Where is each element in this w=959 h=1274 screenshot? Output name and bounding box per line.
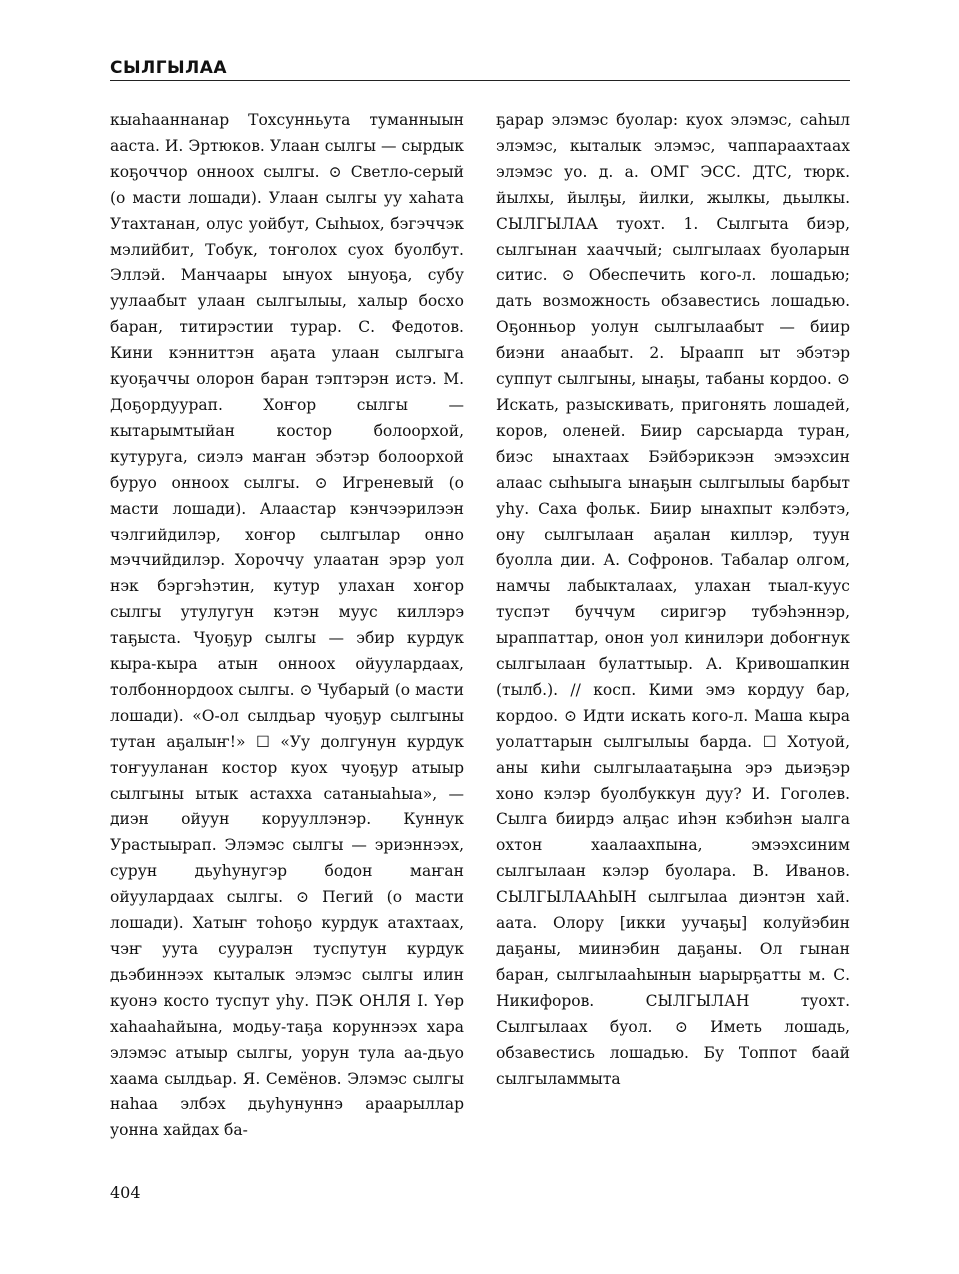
left-column-text: кыаhааннанар Тохсунньута туманныын аастa. И. Эртюков. Улаан сылгы — сырдык коҕоччор онноох сылгы. ⊙ Светло-серый (о масти лошади). Улаан сылгы уу хаhата Утахтанан, олус уойбут, Сыhыох, бэгэччэк мэлийбит, Тобук, тоҥолох суох буолбут. Эллэй. Манчаары ынуох ынуоҕа, субу уулаабыт улаан сылгылыы, халыр босхо баран, титирэстии турар. С. Федотов. Кини кэнниттэн аҕата улаан сылгыга куоҕаччы олорон баран тэптэрэн истэ. М. Доҕордуурап. Хоҥор сылгы — кытарымтыйан костор болоорхой, кутуруга, сиэлэ маҥан эбэтэр болоорхой буруо онноох сылгы. ⊙ Игреневый (о масти лошади). Алаастар кэнчээрилээн чэлгийдилэр, хоҥор сылгылар онно мэччийдилэр. Хороччу улаатан эрэр уол нэк бэргэhэтин, кутур улахан хоҥор сылгы утулугун кэтэн муус киллэрэ таҕыста. Чуоҕур сылгы — эбир курдук кыра-кыра атын онноох ойуулардаах, толбоннордоох сылгы. ⊙ Чубарый (о масти лошади). «О-ол сылдьар чуоҕур сылгыны тутан аҕалыҥ!» ☐ «Уу долгунун курдук тоҥууланан костор куох чуоҕур атыыр сылгыны ытык астахха сатаныаhыа», — диэн ойуун корууллэнэр. Куннук Урастыырап. Элэмэс сылгы — эриэннээх, сурун дьуhунугэр бодон маҥан ойуулардаах сылгы. ⊙ Пегий (о масти лошади). Хатыҥ тоhоҕо курдук атахтаах, чэҥ уута сууралэн туспутун курдук дьэбиннээх кыталык элэмэс сылгы илин куонэ косто туспут уhу. ПЭК ОНЛЯ I. Үөр хаhааhайына, модьу-таҕа коруннээх хара элэмэс атыыр сылгы, уорун тула аа-дьуо хаама сылдьар. Я. Семёнов. Элэмэс сылгы наhаа элбэх дьуhунуннэ араарыллар уонна хайдах ба- — [110, 111, 464, 1140]
running-header: СЫЛГЫЛАА — [110, 58, 228, 78]
page-number: 404 — [110, 1183, 141, 1202]
right-column — [496, 108, 850, 1092]
left-column — [110, 108, 464, 1144]
right-column-text: ҕарар элэмэс буолар: куох элэмэс, саhыл элэмэс, кыталык элэмэс, чаппараахтаах элэмэс уо. д. а. ОМГ ЭСС. ДТС, тюрк. йылхы, йылҕы, йилки, жылкы, дьылкы. СЫЛГЫЛАА туохт. 1. Сылгыта биэр, сылгынан хааччый; сылгылаах буоларын ситис. ⊙ Обеспечить кого-л. лошадью; дать возможность обзавестись лошадью. Оҕонньор уолун сылгылаабыт — биир биэни анаабыт. 2. Ыраапп ыт эбэтэр суппут сылгыны, ынаҕы, табаны кордоо. ⊙ Искать, разыскивать, пригонять лошадей, коров, оленей. Биир сарсыарда туран, биэс ынахтаах Бэйбэрикээн эмээхсин алаас сыhыыга ынаҕын сылгылыы барбыт уhу. Саха фольк. Биир ынахпыт кэлбэтэ, ону сылгылаан аҕалан киллэр, туун буолла дии. А. Софронов. Табалар олгом, намчы лабыкталаах, улахан тыал-куус туспэт буччум сиригэр тубэhэннэр, ыраппаттар, онон уол кинилэри добоҥнук сылгылаан булаттыыр. А. Кривошапкин (тылб.). // коcп. Кими эмэ кордуу бар, кордоо. ⊙ Идти искать кого-л. Маша кыра уолаттарын сылгылыы барда. ☐ Хотуой, аны киhи сылгылаатаҕына эрэ дьиэҕэр хоно кэлэр буолбуккун дуу? И. Гоголев. Сылга биирдэ алҕас иhэн кэбиhэн ыалга охтон хаалаахпына, эмээхсиним сылгылаан кэлэр буолара. В. Иванов. СЫЛГЫЛААhЫН сылгылаа диэнтэн хай. аата. Олору [икки уучаҕы] колуйэбин даҕаны, миинэбин даҕаны. Ол гынан баран, сылгылааhынын ыарырҕатты м. С. Никифоров. СЫЛГЫЛАН туохт. Сылгылаах буол. ⊙ Иметь лошадь, обзавестись лошадью. Бу Топпот баай сылгыламмыта — [496, 111, 850, 1088]
header-rule — [110, 80, 850, 81]
